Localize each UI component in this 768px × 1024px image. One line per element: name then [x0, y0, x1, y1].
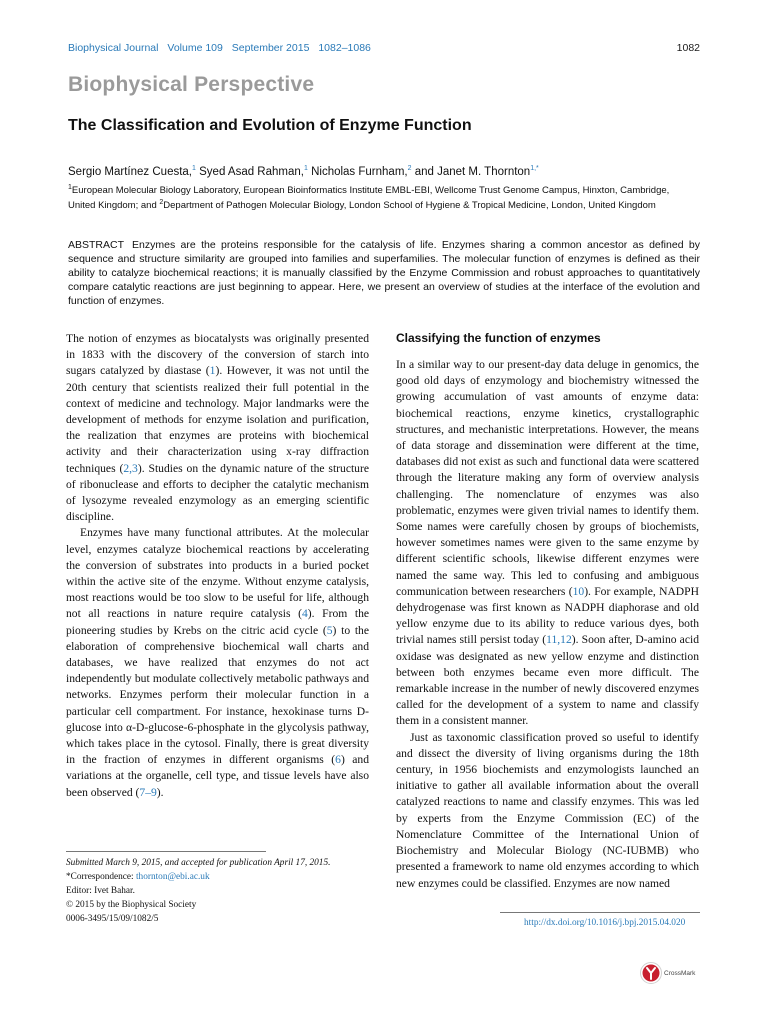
footnotes: [66, 856, 369, 926]
journal-date[interactable]: September 2015: [231, 42, 310, 54]
issn: 0006-3495/15/09/1082/5: [66, 914, 159, 924]
editor-note: Editor: Ivet Bahar.: [66, 886, 135, 896]
author-affiliation-marker[interactable]: 2: [407, 165, 412, 172]
citation-link[interactable]: 5: [326, 623, 333, 637]
citation-link[interactable]: 1: [209, 364, 216, 378]
abstract-text: Enzymes are the proteins responsible for the catalysis of life. Enzymes sharing a common ancestor as defined by sequence and structure similarity are grouped into families and superfamilies. The molecular function of enzymes is defined as their ability to catalyze biochemical reactions; it is manually classified by the Enzyme Commission and robust approaches to quantitatively compare catalytic reactions are just beginning to appear. Here, we present an overview of studies at the interface of the evolution and function of enzymes.: [68, 239, 700, 307]
citation-link[interactable]: 6: [335, 753, 341, 767]
affiliation-1: European Molecular Biology Laboratory, European Bioinformatics Institute EMBL-EBI, Wellcome Trust Genome Campus, Hinxton, Cambridge, United Kingdom; and: [68, 185, 670, 212]
paragraph: Just as taxonomic classification proved so useful to identify and dissect the diversity of living organisms during the 18th century, in 1956 biochemists and enzymologists launched an initiative to gather all available information about the overall catalyzed reactions to name and classify enzymes. This was led by experts from the Enzyme Commission (EC) of the Nomenclature Committee of the International Union of Biochemistry and Molecular Biology (NC-IUBMB) who presented a framework to name old enzymes according to which new enzymes could be classified. Enzymes are now named: [396, 730, 699, 890]
author-name: and Janet M. Thornton: [414, 165, 531, 178]
author-list: [68, 165, 708, 178]
correspondence-email-link[interactable]: thornton@ebi.ac.uk: [135, 872, 210, 882]
abstract-label: ABSTRACT: [68, 239, 125, 251]
left-column: [66, 331, 369, 801]
journal-name[interactable]: Biophysical Journal: [68, 42, 159, 54]
correspondence: *Correspondence: thornton@ebi.ac.uk: [66, 872, 210, 882]
citation-link[interactable]: 2,3: [123, 461, 138, 475]
paragraph: The notion of enzymes as biocatalysts was originally presented in 1833 with the discovery of the conversion of starch into sugars catalyzed by diastase (1). However, it was not until the 20th century that scientists realized their full potential in the context of medicine and technology. Major landmarks were the development of methods for enzyme isolation and purification, the realization that enzymes are proteins with biochemical activity and their characterization using x-ray diffraction techniques (2,3). Studies on the dynamic nature of the structure of ribonuclease and efforts to decipher the catalytic mechanism of lysozyme revealed enzymology as an emerging scientific discipline.: [66, 332, 369, 524]
doi-link[interactable]: http://dx.doi.org/10.1016/j.bpj.2015.04.020: [524, 918, 686, 928]
doi-divider: [500, 912, 700, 913]
author-affiliation-marker[interactable]: 1: [303, 165, 308, 172]
abstract: [68, 238, 700, 308]
footnote-divider: [66, 851, 266, 852]
crossmark-badge[interactable]: [640, 962, 695, 984]
page-number: 1082: [676, 42, 700, 54]
article-title: The Classification and Evolution of Enzyme Function: [68, 117, 472, 134]
citation-link[interactable]: 7–9: [139, 785, 157, 799]
copyright: © 2015 by the Biophysical Society: [66, 900, 197, 910]
section-heading: Classifying the function of enzymes: [396, 331, 601, 345]
citation-link[interactable]: 10: [572, 584, 585, 598]
author-name: Syed Asad Rahman,: [199, 165, 304, 178]
crossmark-label: CrossMark: [664, 969, 696, 977]
citation-link[interactable]: 4: [301, 607, 308, 621]
journal-pages[interactable]: 1082–1086: [318, 42, 371, 54]
affiliations: $^1$European Molecular Biology Laboratory, European Bioinformatics Institute EMBL-EBI, Wellcome Trust Genome Campus, Hinxton, Cambridge, United Kingdom; and $^2$Department of Pathogen Molecular Biology, London School of Hygiene & Tropical Medicine, London, United Kingdom: [68, 184, 670, 212]
paragraph: In a similar way to our present-day data deluge in genomics, the good old days of enzymology and biochemistry witnessed the growing accumulation of vast amounts of enzyme data: biochemical reactions, enzyme kinetics, crystallographic structures, and mechanistic interpretations. However, the means of data storage and dissemination were different at the time, databases did not exist as such and functional data were scattered through the literature making any form of overview analysis challenging. The nomenclature of enzymes was also problematic, enzymes were given trivial names to identify them. Some names were carefully chosen by groups of biochemists, however sometimes names were given to the same enzyme by different scientific schools, likewise different enzymes were named the same way. This led to confusing and ambiguous communication between researchers (10). For example, NADPH dehydrogenase was first known as NADPH diaphorase and old yellow enzyme due to its ability to reduce various dyes, both trivial names still persist today (11,12). Soon after, D-amino acid oxidase was designated as new yellow enzyme and distinction between both enzymes became even more difficult. The remarkable increase in the number of newly discovered enzymes called for the development of a system to name and classify them in a consistent manner.: [396, 358, 700, 728]
author-name: Nicholas Furnham,: [311, 165, 408, 178]
author-name: Sergio Martínez Cuesta,: [68, 165, 193, 178]
right-column: [396, 331, 699, 892]
section-label: Biophysical Perspective: [68, 73, 315, 96]
journal-volume[interactable]: Volume 109: [167, 42, 223, 54]
submission-dates: Submitted March 9, 2015, and accepted for publication April 17, 2015.: [66, 858, 331, 868]
crossmark-icon: [640, 962, 662, 984]
citation-link[interactable]: 11,12: [546, 633, 572, 647]
author-affiliation-marker[interactable]: 1: [192, 165, 196, 172]
affiliation-2: Department of Pathogen Molecular Biology, London School of Hygiene & Tropical Medicine, London, United Kingdom: [163, 200, 656, 212]
paragraph: Enzymes have many functional attributes. At the molecular level, enzymes catalyze biochemical reactions by accelerating the conversion of substrates into products in a buried pocket within the active site of the enzyme. Without enzyme catalysis, most reactions would be too slow to be useful for life, although not all reactions in nature require catalysis (4). From the pioneering studies by Krebs on the citric acid cycle (5) to the elaboration of comprehensive biochemical wall charts and databases, we have realized that enzymes do not act independently but modulate collectively metabolic pathways and networks. Enzymes perform their molecular function in a particular cell compartment. For instance, hexokinase turns D-glucose into α-D-glucose-6-phosphate in the glycolysis pathway, which takes place in the cytosol. Finally, there is great diversity in the fraction of enzymes in different organisms (6) and variations at the organelle, cell type, and tissue levels have also been observed (7–9).: [66, 526, 370, 799]
author-affiliation-marker[interactable]: 1,*: [530, 165, 539, 172]
running-head: [68, 42, 700, 54]
